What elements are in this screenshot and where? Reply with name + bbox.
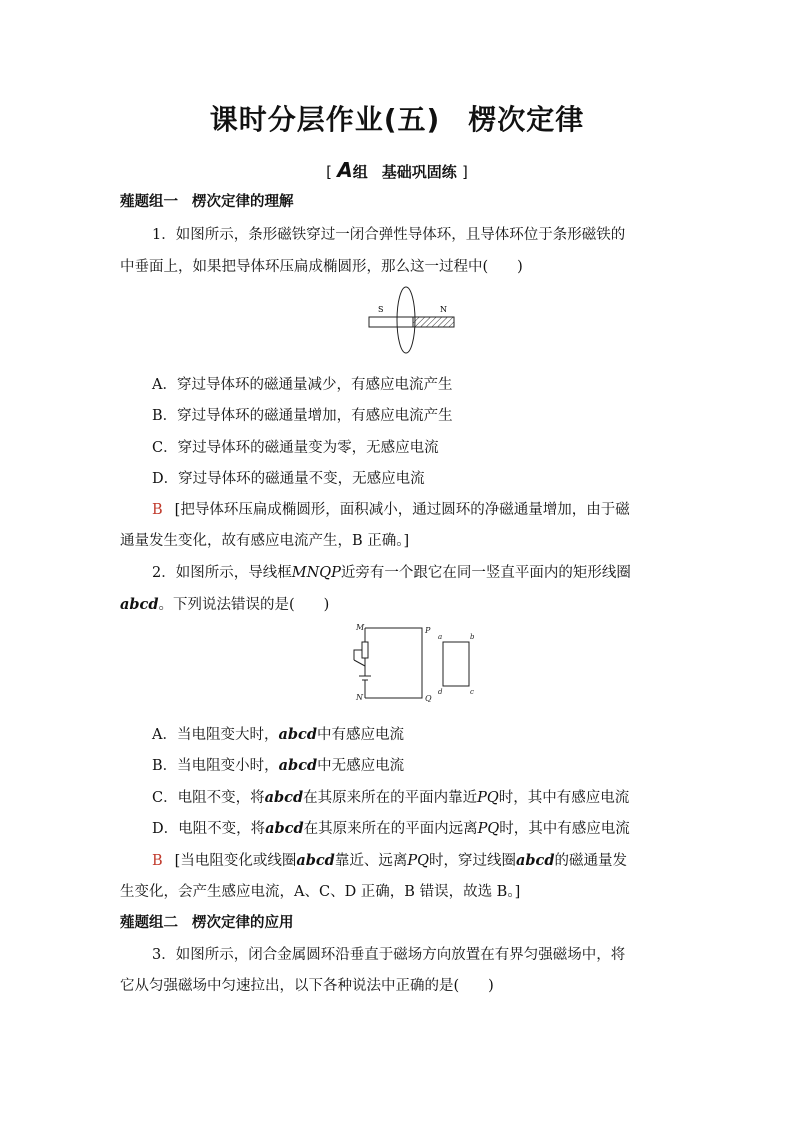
title-topic: 楞次定律 bbox=[468, 103, 585, 136]
q2-stem-text: 。下列说法错误的是( ) bbox=[158, 597, 330, 613]
option-text: A．当电阻变大时， bbox=[152, 727, 279, 743]
coil-name: abcd bbox=[265, 820, 304, 837]
q2-explanation-line-1 bbox=[152, 849, 712, 870]
q1-option-c: C．穿过导体环的磁通量变为零，无感应电流 bbox=[152, 440, 439, 456]
group-label: 基础巩固练 bbox=[381, 163, 457, 181]
section-heading-1 bbox=[120, 190, 680, 211]
q2-stem-line-1 bbox=[152, 561, 712, 582]
section-topic: 楞次定律的理解 bbox=[192, 194, 294, 210]
q2-answer: B bbox=[152, 853, 163, 869]
q2-stem-line-2 bbox=[120, 593, 680, 614]
coil-name: abcd bbox=[264, 789, 304, 806]
rheostat-slider bbox=[354, 650, 362, 660]
group-heading bbox=[0, 158, 794, 182]
side-name: PQ bbox=[477, 790, 499, 806]
label-n: N bbox=[356, 693, 363, 702]
section-label: 薤题组一 bbox=[120, 194, 178, 210]
coil-name: abcd bbox=[515, 852, 555, 869]
label-m: M bbox=[356, 623, 365, 632]
label-c: c bbox=[470, 688, 474, 696]
coil-name: abcd bbox=[296, 852, 335, 869]
page-title bbox=[0, 98, 794, 138]
frame-name: MNQP bbox=[291, 565, 341, 581]
q2-stem-text: 近旁有一个跟它在同一竖直平面内的矩形线圈 bbox=[340, 565, 631, 581]
option-text: C．电阻不变，将 bbox=[152, 790, 265, 806]
q1-option-d: D．穿过导体环的磁通量不变，无感应电流 bbox=[152, 471, 425, 487]
q1-magnet-figure bbox=[366, 285, 458, 357]
option-text: 中有感应电流 bbox=[317, 727, 404, 743]
q1-stem-line-2: 中垂面上，如果把导体环压扁成椭圆形，那么这一过程中( ) bbox=[120, 259, 523, 275]
explanation-text: 靠近、远离 bbox=[334, 853, 408, 869]
section-label: 薤题组二 bbox=[120, 915, 178, 931]
q1-answer: B bbox=[152, 502, 163, 518]
q2-option-c bbox=[152, 786, 712, 807]
q1-option-b: B．穿过导体环的磁通量增加，有感应电流产生 bbox=[152, 408, 453, 424]
q2-option-a bbox=[152, 723, 712, 744]
label-a: a bbox=[438, 633, 443, 641]
q1-stem-line-1: 1．如图所示，条形磁铁穿过一闭合弹性导体环，且导体环位于条形磁铁的 bbox=[152, 227, 626, 243]
q2-stem-text: 2．如图所示，导线框 bbox=[152, 565, 292, 581]
coil-name: abcd bbox=[120, 596, 159, 613]
q2-circuit-figure bbox=[350, 620, 480, 702]
label-p: P bbox=[425, 626, 431, 635]
magnet-n-half bbox=[413, 317, 454, 327]
q2-option-d bbox=[152, 817, 712, 838]
q1-explanation-text: [把导体环压扁成椭圆形，面积减小，通过圆环的净磁通量增加，由于磁 bbox=[174, 502, 630, 518]
side-name: PQ bbox=[477, 821, 500, 837]
rheostat bbox=[362, 642, 368, 658]
option-text: B．当电阻变小时， bbox=[152, 758, 279, 774]
magnet-s-half bbox=[369, 317, 413, 327]
q1-explanation-line-1 bbox=[152, 498, 712, 519]
option-text: 在其原来所在的平面内靠近 bbox=[303, 790, 478, 806]
q1-explanation-line-2: 通量发生变化，故有感应电流产生，B 正确。] bbox=[120, 533, 410, 549]
explanation-text: 时，穿过线圈 bbox=[428, 853, 516, 869]
wire-frame bbox=[365, 628, 422, 698]
bracket-close: ] bbox=[461, 163, 468, 181]
option-text: D．电阻不变，将 bbox=[152, 821, 266, 837]
coil-name: abcd bbox=[278, 757, 318, 774]
explanation-text: [当电阻变化或线圈 bbox=[174, 853, 297, 869]
section-topic: 楞次定律的应用 bbox=[192, 915, 294, 931]
group-name: 组 bbox=[352, 163, 368, 181]
pole-n-label: N bbox=[440, 305, 447, 314]
label-d: d bbox=[438, 688, 443, 696]
label-q: Q bbox=[425, 694, 432, 702]
explanation-text: 的磁通量发 bbox=[554, 853, 627, 869]
q2-explanation-line-2: 生变化，会产生感应电流，A、C、D 正确，B 错误，故选 B。] bbox=[120, 884, 521, 900]
section-heading-2 bbox=[120, 911, 680, 932]
title-main: 课时分层作业(五) bbox=[209, 103, 441, 136]
coil-name: abcd bbox=[278, 726, 317, 743]
option-text: 时，其中有感应电流 bbox=[498, 790, 630, 806]
option-text: 时，其中有感应电流 bbox=[499, 821, 630, 837]
option-text: 在其原来所在的平面内远离 bbox=[303, 821, 478, 837]
q3-stem-line-1: 3．如图所示，闭合金属圆环沿垂直于磁场方向放置在有界匀强磁场中，将 bbox=[152, 947, 626, 963]
side-name: PQ bbox=[407, 853, 429, 869]
q3-stem-line-2: 它从匀强磁场中匀速拉出，以下各种说法中正确的是( ) bbox=[120, 978, 494, 994]
q2-option-b bbox=[152, 754, 712, 775]
bracket-open: [ bbox=[326, 163, 332, 181]
group-letter: A bbox=[337, 158, 353, 182]
option-text: 中无感应电流 bbox=[317, 758, 405, 774]
coil-abcd bbox=[443, 642, 469, 686]
label-b: b bbox=[470, 633, 475, 641]
pole-s-label: S bbox=[378, 305, 384, 314]
q1-option-a: A．穿过导体环的磁通量减少，有感应电流产生 bbox=[152, 377, 453, 393]
